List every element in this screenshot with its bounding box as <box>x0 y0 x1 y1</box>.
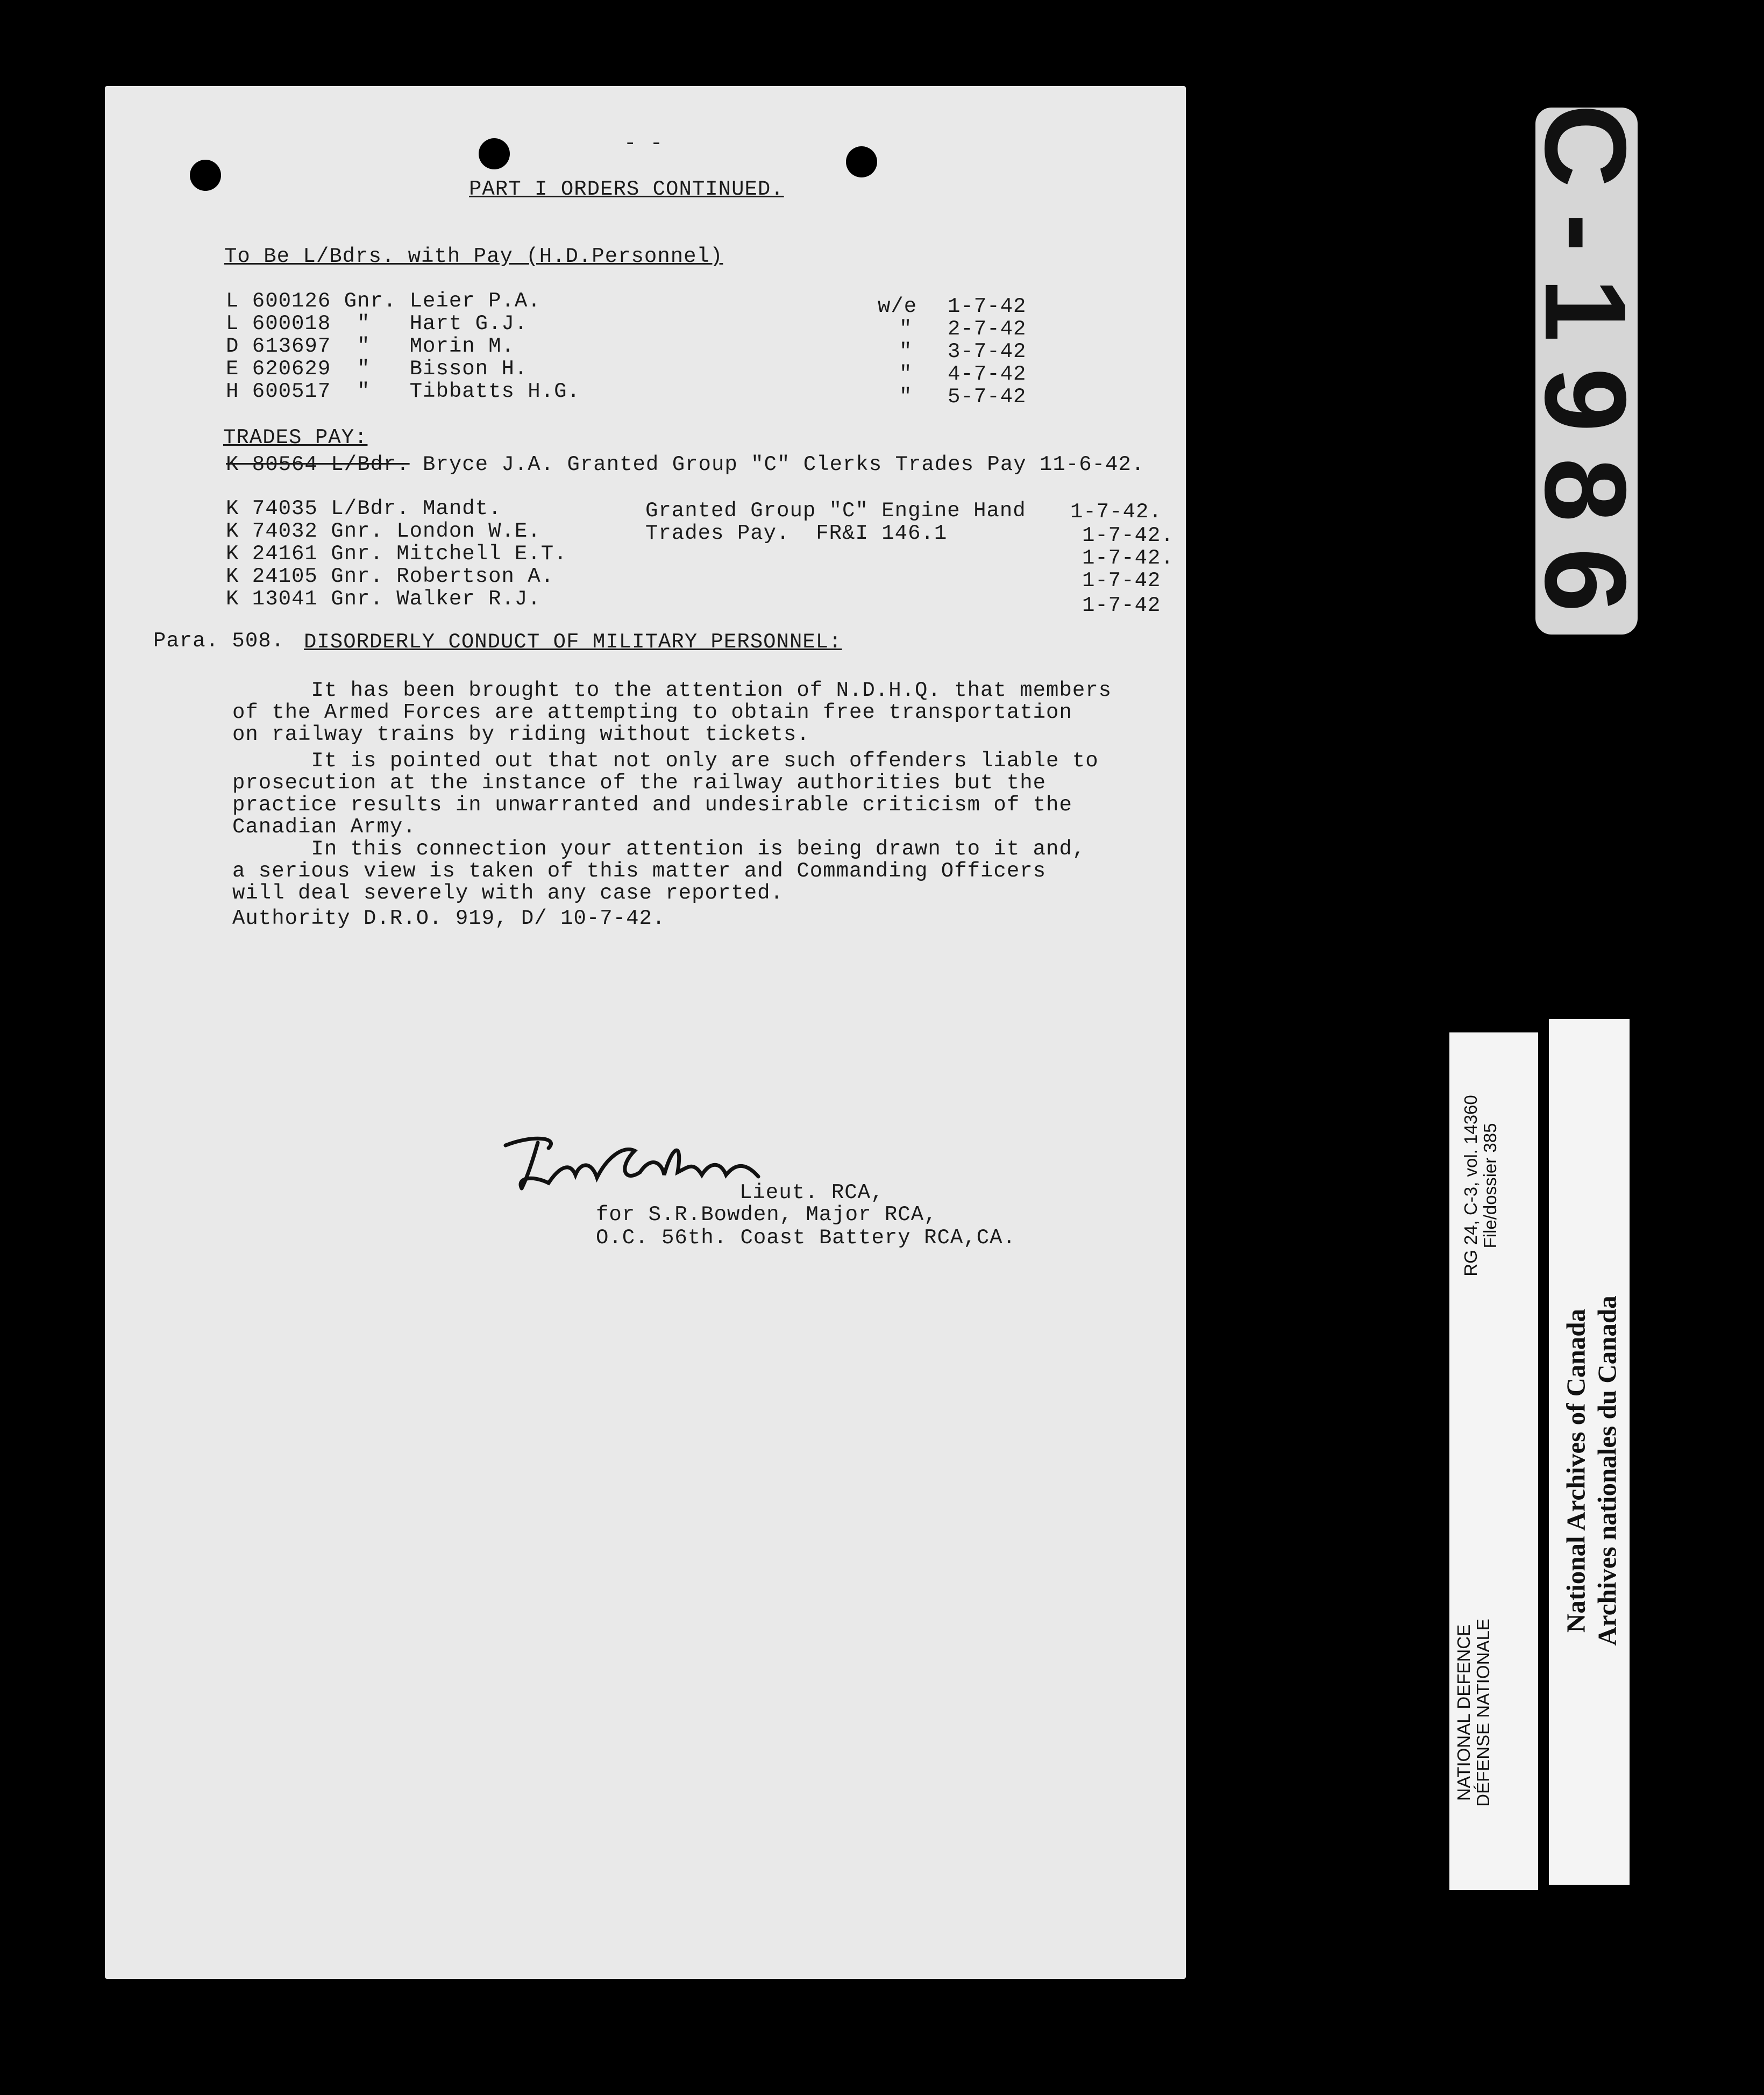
punch-hole-middle <box>479 138 510 169</box>
trades-date: 1-7-42 <box>1082 569 1161 593</box>
promotion-name: E 620629 " Bisson H. <box>226 357 528 381</box>
promotion-date: 5-7-42 <box>948 385 1027 409</box>
para-number: Para. 508. <box>153 629 285 653</box>
promotion-we: " <box>899 362 913 386</box>
trades-note: Granted Group "C" Engine Hand <box>645 499 1026 523</box>
para-line: a serious view is taken of this matter and Commanding Officers <box>232 859 1047 883</box>
trades-name: K 24161 Gnr. Mitchell E.T. <box>226 542 567 566</box>
promotions-heading: To Be L/Bdrs. with Pay (H.D.Personnel) <box>224 245 723 268</box>
promotion-date: 4-7-42 <box>948 362 1027 386</box>
para-line: practice results in unwarranted and undesirable criticism of the <box>232 793 1072 817</box>
para-line: It is pointed out that not only are such offenders liable to <box>232 749 1099 773</box>
para-line: Authority D.R.O. 919, D/ 10-7-42. <box>232 907 666 930</box>
trades-date: 1-7-42. <box>1082 524 1174 547</box>
punch-hole-left <box>190 160 221 191</box>
handwritten-signature <box>500 1124 769 1199</box>
para-line: prosecution at the instance of the railway authorities but the <box>232 771 1047 795</box>
trades-date: 1-7-42 <box>1082 594 1161 617</box>
promotion-name: L 600126 Gnr. Leier P.A. <box>226 289 541 313</box>
trades-first-entry-text: Bryce J.A. Granted Group "C" Clerks Trades Pay 11-6-42. <box>409 453 1145 476</box>
archive-ref-volume: RG 24, C-3, vol. 14360 <box>1461 1095 1481 1277</box>
archive-ref-file: File/dossier 385 <box>1480 1123 1500 1249</box>
archive-name-fr: Archives nationales du Canada <box>1592 1295 1622 1646</box>
promotion-we: " <box>899 385 913 409</box>
promotion-we: " <box>899 340 913 364</box>
signature-rank: Lieut. RCA, <box>739 1181 884 1205</box>
archive-dept-en: NATIONAL DEFENCE <box>1454 1624 1474 1801</box>
para-line: It has been brought to the attention of N.D.H.Q. that members <box>232 679 1112 702</box>
archive-dept-fr: DÉFENSE NATIONALE <box>1473 1619 1493 1807</box>
promotion-date: 1-7-42 <box>948 295 1027 318</box>
promotion-we: w/e <box>878 295 917 318</box>
trades-note: Trades Pay. FR&I 146.1 <box>645 522 948 545</box>
page-title: PART I ORDERS CONTINUED. <box>469 177 784 201</box>
signature-for-line: for S.R.Bowden, Major RCA, <box>596 1203 937 1227</box>
trades-name: K 13041 Gnr. Walker R.J. <box>226 587 541 611</box>
archive-name-en: National Archives of Canada <box>1561 1308 1591 1633</box>
trades-struck-text: K 80564 L/Bdr. <box>226 453 410 476</box>
promotion-name: L 600018 " Hart G.J. <box>226 312 528 336</box>
trades-first-entry <box>226 453 1144 476</box>
trades-name: K 74035 L/Bdr. Mandt. <box>226 497 502 521</box>
para-line: Canadian Army. <box>232 815 416 839</box>
signature-unit: O.C. 56th. Coast Battery RCA,CA. <box>596 1226 1016 1250</box>
promotion-name: D 613697 " Morin M. <box>226 334 515 358</box>
promotion-date: 3-7-42 <box>948 340 1027 364</box>
reel-number: C-1986 <box>1521 104 1651 638</box>
para-line: will deal severely with any case reported. <box>232 881 784 905</box>
trades-date: 1-7-42. <box>1070 500 1162 524</box>
trades-heading: TRADES PAY: <box>223 426 368 450</box>
promotion-date: 2-7-42 <box>948 317 1027 341</box>
header-marks: - - <box>624 132 664 155</box>
trades-date: 1-7-42. <box>1082 546 1174 570</box>
trades-name: K 74032 Gnr. London W.E. <box>226 519 541 543</box>
para-line: on railway trains by riding without tickets. <box>232 723 810 746</box>
para-line: of the Armed Forces are attempting to obtain free transportation <box>232 701 1072 724</box>
para-heading: DISORDERLY CONDUCT OF MILITARY PERSONNEL: <box>304 630 842 654</box>
promotion-we: " <box>899 317 913 341</box>
para-line: In this connection your attention is being drawn to it and, <box>232 837 1086 861</box>
punch-hole-right <box>846 146 877 177</box>
trades-name: K 24105 Gnr. Robertson A. <box>226 565 554 588</box>
promotion-name: H 600517 " Tibbatts H.G. <box>226 380 580 403</box>
